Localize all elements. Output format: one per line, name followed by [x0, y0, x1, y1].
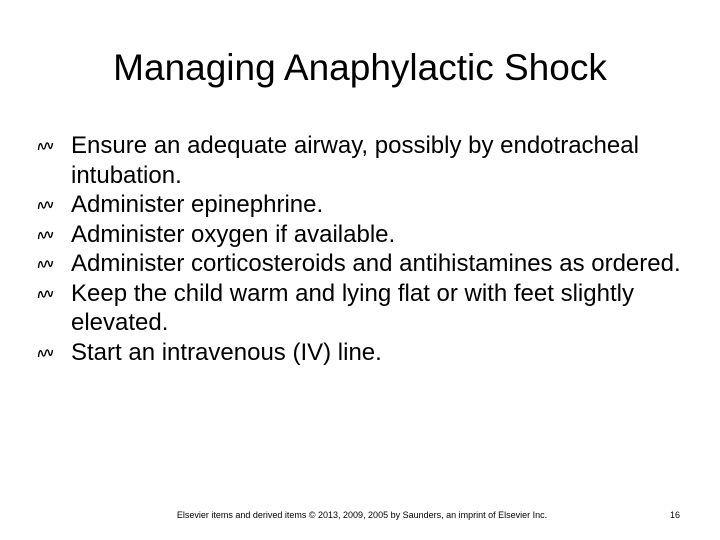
- curly-wave-bullet-icon: [37, 288, 54, 300]
- bullet-list: [36, 131, 696, 367]
- bullet-item: [36, 220, 696, 250]
- curly-wave-bullet-icon: [37, 140, 54, 152]
- bullet-item: [36, 131, 696, 190]
- curly-wave-bullet-icon: [37, 229, 54, 241]
- curly-wave-bullet-icon: [37, 199, 54, 211]
- curly-wave-bullet-icon: [37, 258, 54, 270]
- bullet-text: Administer epinephrine.: [71, 191, 324, 218]
- bullet-item: [36, 279, 696, 338]
- bullet-item: [36, 338, 696, 368]
- copyright-text: Elsevier items and derived items © 2013, 2009, 2005 by Saunders, an imprint of Elsevier Inc.: [176, 510, 548, 520]
- page-number: 16: [669, 510, 680, 520]
- bullet-item: [36, 249, 696, 279]
- curly-wave-bullet-icon: [37, 347, 54, 359]
- bullet-text: Keep the child warm and lying flat or with feet slightly elevated.: [71, 279, 634, 336]
- bullet-text: Ensure an adequate airway, possibly by endotracheal intubation.: [71, 132, 639, 189]
- bullet-text: Administer oxygen if available.: [71, 220, 396, 248]
- bullet-item: [36, 190, 696, 220]
- bullet-text: Start an intravenous (IV) line.: [71, 338, 382, 366]
- bullet-text: Administer corticosteroids and antihistamines as ordered.: [71, 250, 681, 277]
- slide-title: Managing Anaphylactic Shock: [113, 47, 607, 88]
